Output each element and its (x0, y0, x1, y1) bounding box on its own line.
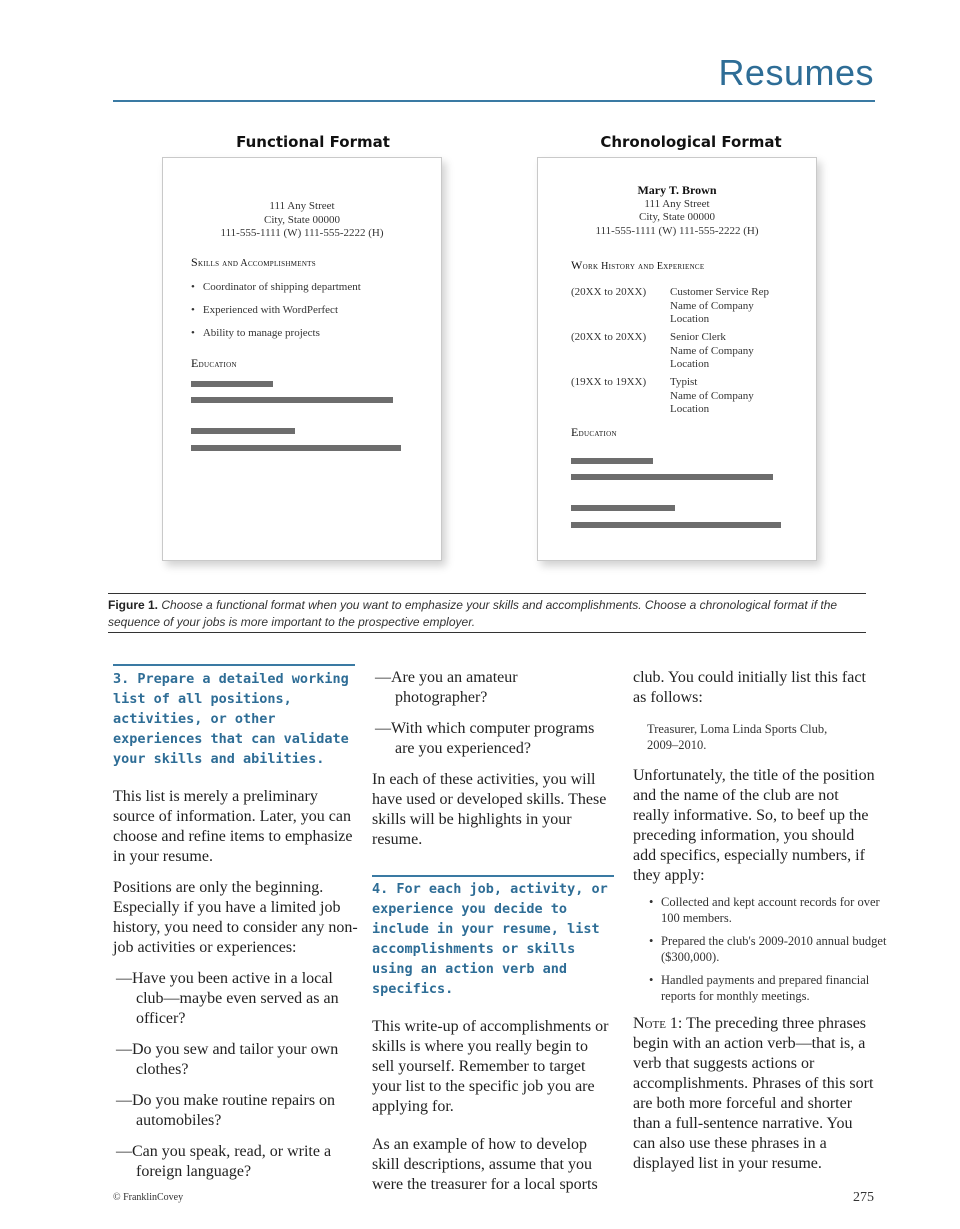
job-dates: (20XX to 20XX) (571, 286, 647, 298)
job-dates: (20XX to 20XX) (571, 331, 647, 343)
figure-label: Figure 1. (108, 598, 159, 612)
note-paragraph (633, 1014, 876, 1174)
step-3-heading: 3. Prepare a detailed working list of all positions, activities, or other experiences that can validate your skills and abilities. (113, 671, 349, 767)
paragraph: In each of these activities, you will have used or developed skills. These skills will be highlights in your resume. (372, 771, 607, 848)
paragraph: As an example of how to develop skill descriptions, assume that you were the treasurer for a local sports (372, 1136, 598, 1193)
job-dates: (19XX to 19XX) (571, 376, 647, 388)
note-label: Note 1: (633, 1015, 683, 1032)
step4-rule (372, 875, 614, 877)
header-rule (113, 100, 875, 102)
copyright-footer: © FranklinCovey (113, 1192, 184, 1203)
placeholder-line (191, 397, 393, 403)
skill-item: • Experienced with WordPerfect (191, 304, 338, 316)
skill-item: • Ability to manage projects (191, 327, 320, 339)
question-item: —Have you been active in a local club—maybe even served as an officer? (116, 970, 339, 1027)
functional-resume-sample (162, 157, 442, 561)
placeholder-line (191, 428, 295, 434)
column-2 (372, 668, 612, 850)
education-section-title: Education (571, 425, 617, 439)
paragraph: This list is merely a preliminary source of information. Later, you can choose and refine items to emphasize in your resume. (113, 788, 353, 865)
question-item: —Do you make routine repairs on automobiles? (116, 1092, 336, 1129)
caption-top-rule (108, 593, 866, 594)
work-history-section-title: Work History and Experience (571, 258, 705, 272)
chronological-address: Mary T. Brown 111 Any Street City, State 00000 111-555-1111 (W) 111-555-2222 (H) (595, 183, 759, 237)
step-4-heading: 4. For each job, activity, or experience you decide to include in your resume, list accomplishments or skills using an action verb and specifics. (372, 881, 608, 997)
placeholder-line (191, 381, 273, 387)
page-number: 275 (853, 1190, 874, 1205)
placeholder-line (571, 458, 653, 464)
job-entry: Typist Name of Company Location (670, 376, 754, 415)
column-3 (633, 668, 887, 1174)
example-bullet: • Prepared the club's 2009-2010 annual budget ($300,000). (649, 934, 888, 965)
step3-rule (113, 664, 355, 666)
paragraph: Unfortunately, the title of the position and the name of the club are not really informative. So, to beef up the preceding information, you should add specifics, especially numbers, if they apply: (633, 767, 875, 884)
skills-section-title: Skills and Accomplishments (191, 255, 316, 269)
placeholder-line (571, 522, 781, 528)
paragraph: club. You could initially list this fact as follows: (633, 669, 866, 706)
job-entry: Senior Clerk Name of Company Location (670, 331, 754, 370)
example-bullet: • Collected and kept account records for over 100 members. (649, 895, 888, 926)
column-2-lower (372, 879, 612, 1195)
question-item: —Are you an amateur photographer? (375, 669, 518, 706)
placeholder-line (571, 505, 675, 511)
page-title: Resumes (718, 52, 874, 93)
question-item: —Can you speak, read, or write a foreign language? (116, 1143, 332, 1180)
paragraph: This write-up of accomplishments or skills is where you really begin to sell yourself. Remember to target your list to the specific job you are applying for. (372, 1018, 609, 1115)
question-item: —Do you sew and tailor your own clothes? (116, 1041, 339, 1078)
job-entry: Customer Service Rep Name of Company Location (670, 286, 769, 325)
figure-caption-text: Choose a functional format when you want to emphasize your skills and accomplishments. Choose a chronological format if the sequence of your jobs is more important to the prospective employer. (108, 598, 838, 629)
example-entry: Treasurer, Loma Linda Sports Club, 2009–2010. (647, 722, 828, 752)
question-item: —With which computer programs are you experienced? (375, 720, 595, 757)
column-1 (113, 669, 361, 1182)
caption-bottom-rule (108, 632, 866, 633)
skill-item: • Coordinator of shipping department (191, 281, 361, 293)
education-section-title: Education (191, 356, 237, 370)
placeholder-line (191, 445, 401, 451)
chronological-format-heading: Chronological Format (600, 133, 782, 151)
note-text: The preceding three phrases begin with an action verb—that is, a verb that suggests actions or accomplishments. Phrases of this sort are both more forceful and shorter than a full-sentence narrative. You can also use these phrases in a displayed list in your resume. (633, 1015, 874, 1172)
functional-address: 111 Any Street City, State 00000 111-555-1111 (W) 111-555-2222 (H) (220, 200, 384, 239)
placeholder-line (571, 474, 773, 480)
figure-caption (108, 597, 868, 631)
paragraph: Positions are only the beginning. Especially if you have a limited job history, you need to consider any non-job activities or experiences: (113, 879, 358, 956)
functional-format-heading: Functional Format (236, 133, 390, 151)
example-bullet: • Handled payments and prepared financial reports for monthly meetings. (649, 973, 888, 1004)
chronological-resume-sample (537, 157, 817, 561)
